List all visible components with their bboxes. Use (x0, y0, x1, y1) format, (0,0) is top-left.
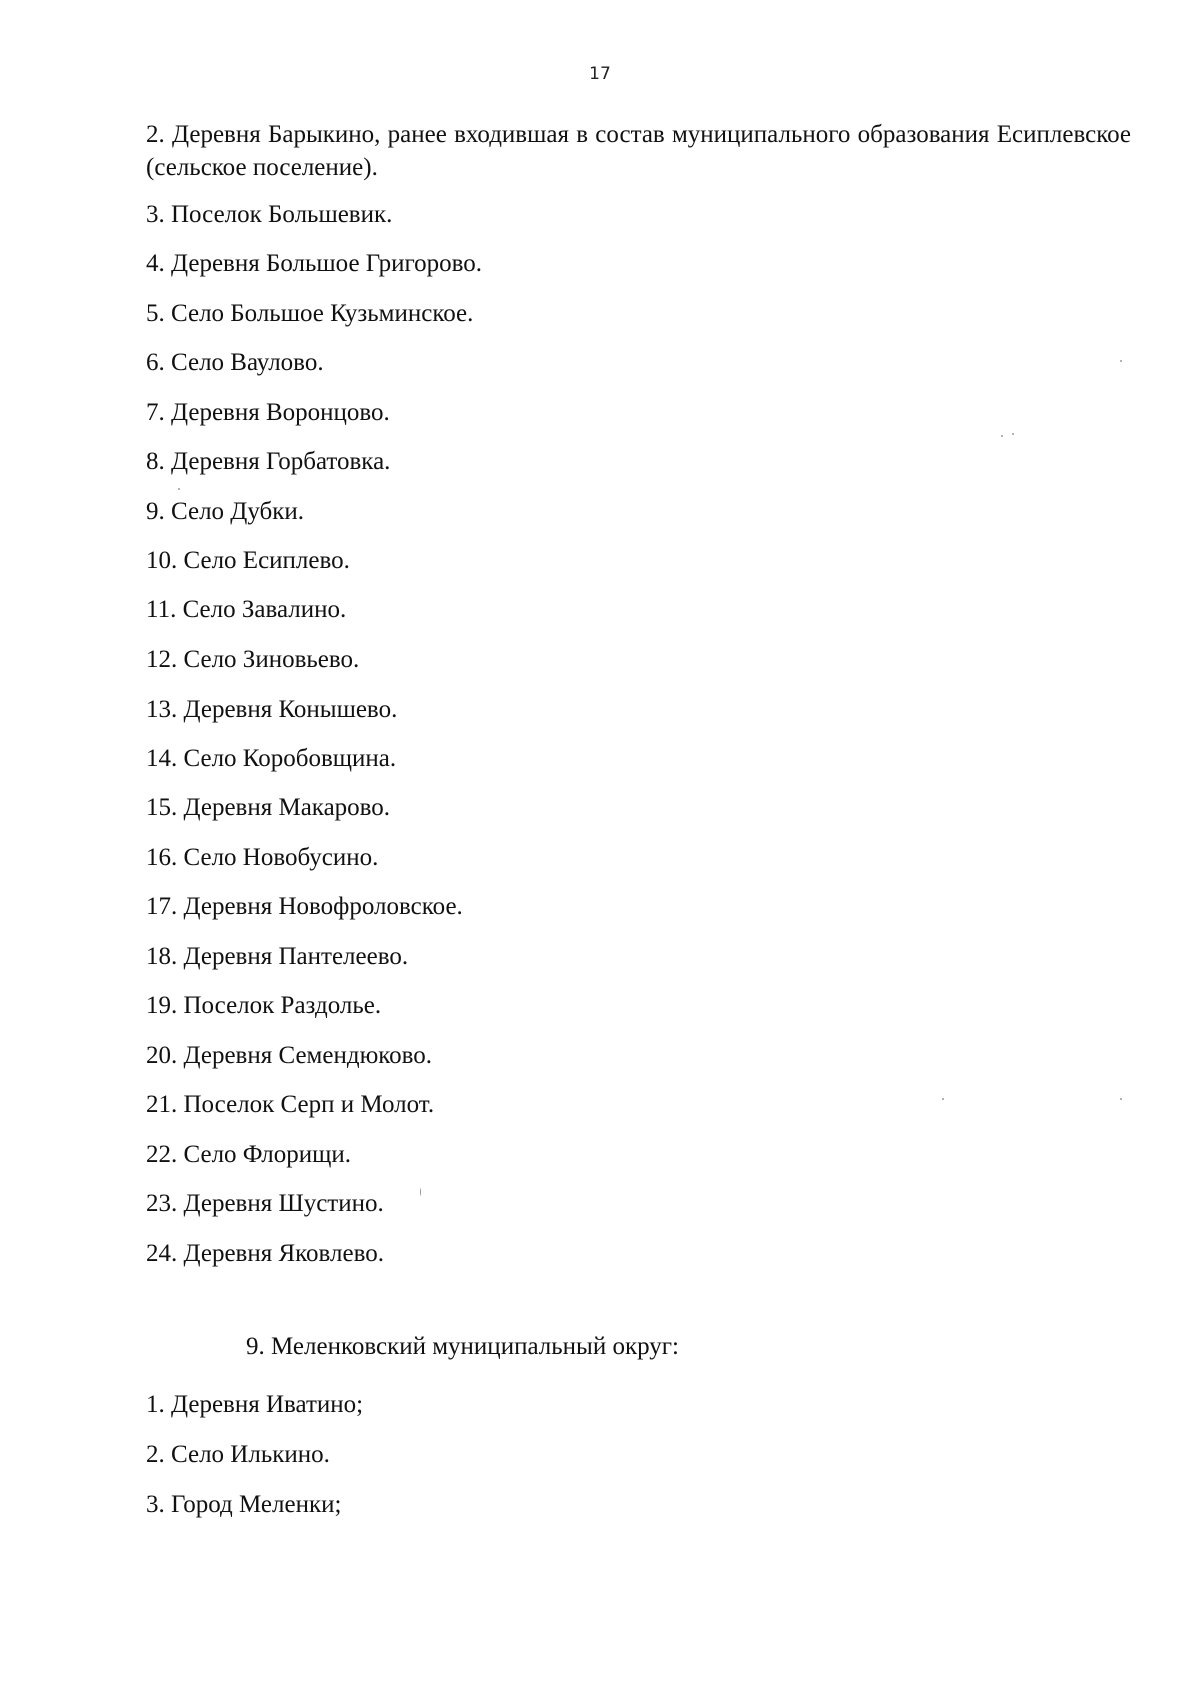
section-heading: 9. Меленковский муниципальный округ: (246, 1333, 679, 1360)
list-item: 11. Село Завалино. (146, 596, 347, 623)
list-item: 23. Деревня Шустино. (146, 1190, 384, 1217)
list-item: 20. Деревня Семендюково. (146, 1042, 433, 1069)
list-item: 2. Село Илькино. (146, 1441, 330, 1468)
list-item: 13. Деревня Конышево. (146, 696, 398, 723)
list-item: 16. Село Новобусино. (146, 844, 379, 871)
list-item: 21. Поселок Серп и Молот. (146, 1091, 435, 1118)
scan-speck (178, 488, 180, 490)
list-item: 6. Село Ваулово. (146, 349, 324, 376)
list-item: 22. Село Флорищи. (146, 1141, 352, 1168)
scan-speck (1001, 435, 1003, 437)
list-item: 10. Село Есиплево. (146, 547, 350, 574)
scan-speck (942, 1098, 944, 1100)
list-item: 5. Село Большое Кузьминское. (146, 300, 474, 327)
list-item: 19. Поселок Раздолье. (146, 992, 382, 1019)
scan-speck (1120, 1098, 1122, 1100)
list-item: 1. Деревня Иватино; (146, 1391, 364, 1418)
intro-paragraph: 2. Деревня Барыкино, ранее входившая в состав муниципального образования Есиплевское (сельское поселение). (146, 121, 1131, 181)
list-item: 3. Город Меленки; (146, 1491, 342, 1518)
list-item: 17. Деревня Новофроловское. (146, 893, 463, 920)
list-item: 9. Село Дубки. (146, 498, 305, 525)
scan-speck (420, 1188, 421, 1196)
list-item: 24. Деревня Яковлево. (146, 1240, 384, 1267)
list-item: 8. Деревня Горбатовка. (146, 448, 391, 475)
list-item: 7. Деревня Воронцово. (146, 399, 390, 426)
page-number: 17 (589, 64, 611, 84)
scan-speck (1012, 433, 1014, 435)
list-item: 4. Деревня Большое Григорово. (146, 250, 483, 277)
list-item: 3. Поселок Большевик. (146, 201, 393, 228)
list-item: 18. Деревня Пантелеево. (146, 943, 409, 970)
scan-speck (1120, 360, 1122, 362)
list-item: 14. Село Коробовщина. (146, 745, 397, 772)
list-item: 12. Село Зиновьево. (146, 646, 360, 673)
list-item: 15. Деревня Макарово. (146, 794, 391, 821)
